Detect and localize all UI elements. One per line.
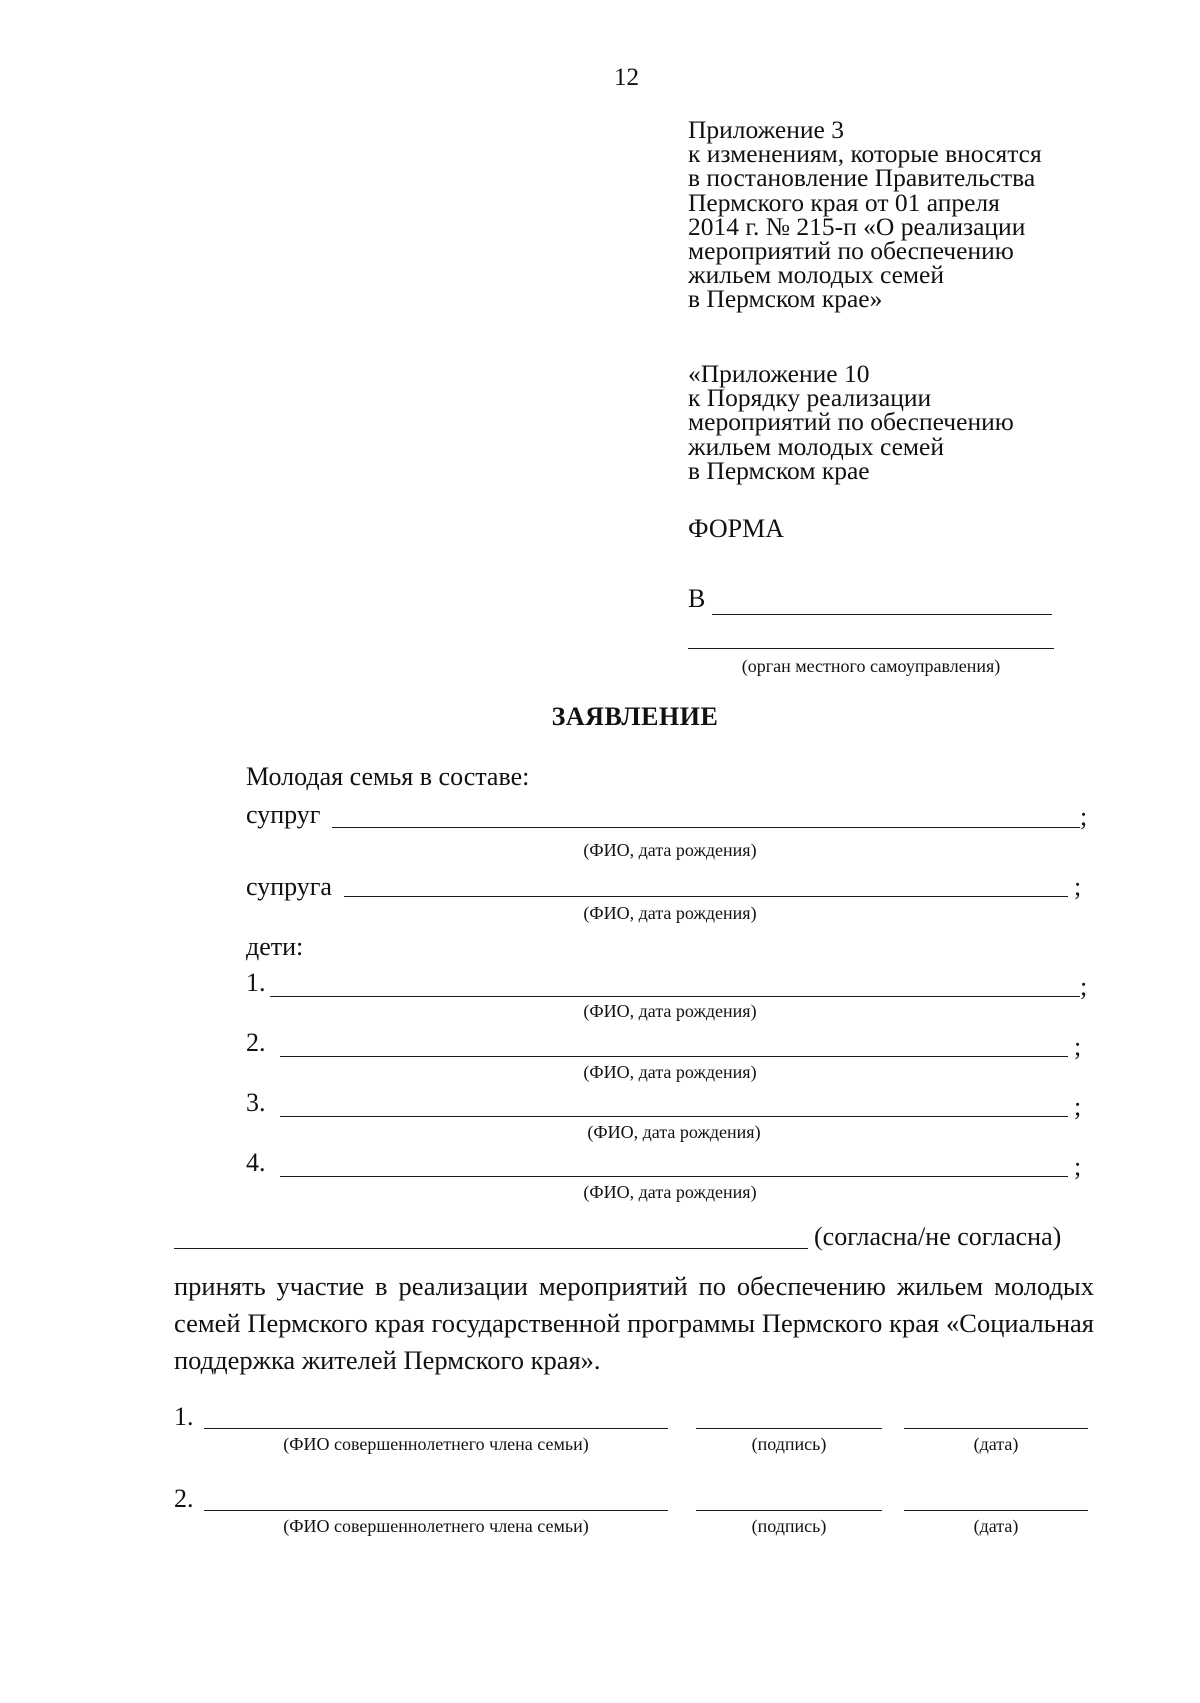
appendix-3-line: Пермского края от 01 апреля <box>688 187 1000 217</box>
child-3-caption: (ФИО, дата рождения) <box>587 1122 761 1142</box>
signature-row-2-signature-caption: (подпись) <box>751 1516 827 1536</box>
child-3-number: 3. <box>246 1088 266 1117</box>
signature-row-1-signature-caption: (подпись) <box>751 1434 827 1454</box>
appendix-3-line: Приложение 3 <box>688 115 844 144</box>
appendix-10-header <box>688 359 1014 485</box>
child-2-input-line[interactable] <box>280 1056 1068 1057</box>
signature-row-2-number: 2. <box>174 1484 194 1513</box>
form-label: ФОРМА <box>688 514 784 543</box>
addressee-input-line-2[interactable] <box>688 648 1054 649</box>
child-3-semicolon: ; <box>1074 1092 1082 1121</box>
signature-row-2-date-caption: (дата) <box>973 1516 1019 1536</box>
appendix-3-line: 2014 г. № 215-п «О реализации <box>688 211 1026 241</box>
appendix-3-header <box>688 115 1042 314</box>
signature-row-1-member-caption: (ФИО совершеннолетнего члена семьи) <box>283 1434 589 1454</box>
appendix-3-line: к изменениям, которые вносятся <box>688 139 1042 169</box>
addressee-prefix: В <box>688 584 706 613</box>
signature-row-1-signature-line[interactable] <box>696 1428 882 1429</box>
husband-label: супруг <box>246 800 321 829</box>
signature-row-2-member-line[interactable] <box>204 1510 668 1511</box>
family-intro: Молодая семья в составе: <box>246 762 530 791</box>
wife-input-line[interactable] <box>344 896 1068 897</box>
appendix-3-line: мероприятий по обеспечению <box>688 236 1014 266</box>
husband-semicolon: ; <box>1080 802 1088 831</box>
child-4-input-line[interactable] <box>280 1176 1068 1177</box>
signature-row-2-member-caption: (ФИО совершеннолетнего члена семьи) <box>283 1516 589 1536</box>
appendix-10-line: жильем молодых семей <box>688 431 945 461</box>
husband-input-line[interactable] <box>332 827 1080 828</box>
addressee-input-line[interactable] <box>712 614 1052 615</box>
children-label: дети: <box>246 932 304 961</box>
signature-row-1-member-line[interactable] <box>204 1428 668 1429</box>
child-2-number: 2. <box>246 1028 266 1057</box>
appendix-3-line: в Пермском крае» <box>688 284 883 314</box>
appendix-3-line: в постановление Правительства <box>688 163 1036 193</box>
child-1-semicolon: ; <box>1080 972 1088 1001</box>
wife-caption: (ФИО, дата рождения) <box>583 903 757 923</box>
participation-paragraph: принять участие в реализации мероприятий по обеспечению жильем молодых семей Пермского края государственной программы Пермского края «Социальная поддержка жителей Пермского края». <box>174 1271 1094 1375</box>
child-1-number: 1. <box>246 968 266 997</box>
consent-label: (согласна/не согласна) <box>814 1222 1062 1251</box>
wife-semicolon: ; <box>1074 872 1082 901</box>
statement-title: ЗАЯВЛЕНИЕ <box>551 702 719 731</box>
signature-row-1-number: 1. <box>174 1402 194 1431</box>
child-4-semicolon: ; <box>1074 1152 1082 1181</box>
consent-input-line[interactable] <box>174 1248 808 1249</box>
appendix-10-line: «Приложение 10 <box>688 359 870 388</box>
appendix-10-line: к Порядку реализации <box>688 383 932 413</box>
addressee-caption: (орган местного самоуправления) <box>741 656 1001 676</box>
child-4-number: 4. <box>246 1148 266 1177</box>
child-1-caption: (ФИО, дата рождения) <box>583 1001 757 1021</box>
child-2-caption: (ФИО, дата рождения) <box>583 1062 757 1082</box>
child-3-input-line[interactable] <box>280 1116 1068 1117</box>
appendix-3-line: жильем молодых семей <box>688 260 945 290</box>
husband-caption: (ФИО, дата рождения) <box>583 840 757 860</box>
signature-row-1-date-line[interactable] <box>904 1428 1088 1429</box>
wife-label: супруга <box>246 872 332 901</box>
signature-row-2-date-line[interactable] <box>904 1510 1088 1511</box>
appendix-10-line: мероприятий по обеспечению <box>688 407 1014 437</box>
child-4-caption: (ФИО, дата рождения) <box>583 1182 757 1202</box>
child-2-semicolon: ; <box>1074 1032 1082 1061</box>
signature-row-2-signature-line[interactable] <box>696 1510 882 1511</box>
child-1-input-line[interactable] <box>270 996 1080 997</box>
page-number: 12 <box>614 64 639 91</box>
appendix-10-line: в Пермском крае <box>688 455 870 485</box>
signature-row-1-date-caption: (дата) <box>973 1434 1019 1454</box>
